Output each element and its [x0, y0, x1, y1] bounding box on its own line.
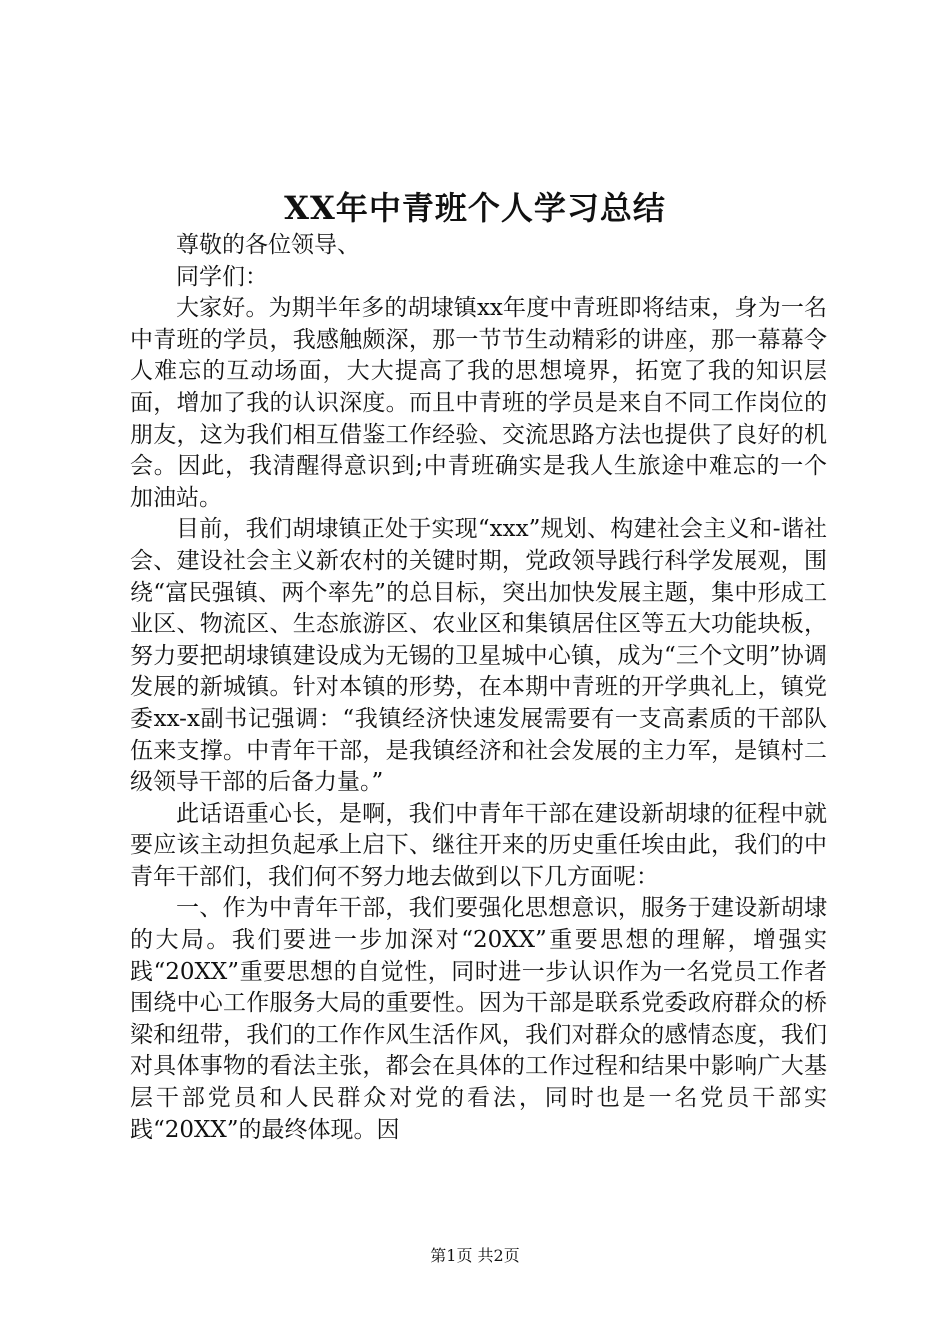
document-title: XX年中青班个人学习总结	[284, 189, 666, 227]
paragraph-greeting: 大家好。为期半年多的胡埭镇xx年度中青班即将结束，身为一名中青班的学员，我感触颇深，那一节节生动精彩的讲座，那一幕幕令人难忘的互动场面，大大提高了我的思想境界，拓宽了我的知识层面，增加了我的认识深度。而且中青班的学员是来自不同工作岗位的朋友，这为我们相互借鉴工作经验、交流思路方法也提供了良好的机会。因此，我清醒得意识到;中青班确实是我人生旅途中难忘的一个加油站。	[130, 295, 827, 511]
paragraph-salutation-2: 同学们：	[176, 263, 268, 290]
document-body	[130, 230, 827, 1146]
paragraph-point-one: 一、作为中青年干部，我们要强化思想意识，服务于建设新胡埭的大局。我们要进一步加深对“20XX”重要思想的理解，增强实践“20XX”重要思想的自觉性，同时进一步认识作为一名党员工作者围绕中心工作服务大局的重要性。因为干部是联系党委政府群众的桥梁和纽带，我们的工作作风生活作风，我们对群众的感情态度，我们对具体事物的看法主张，都会在具体的工作过程和结果中影响广大基层干部党员和人民群众对党的看法，同时也是一名党员干部实践“20XX”的最终体现。因	[130, 895, 827, 1143]
paragraph-context: 目前，我们胡埭镇正处于实现“xxx”规划、构建社会主义和-谐社会、建设社会主义新农村的关键时期，党政领导践行科学发展观，围绕“富民强镇、两个率先”的总目标，突出加快发展主题，集中形成工业区、物流区、生态旅游区、农业区和集镇居住区等五大功能块板，努力要把胡埭镇建设成为无锡的卫星城中心镇，成为“三个文明”协调发展的新城镇。针对本镇的形势，在本期中青班的开学典礼上，镇党委xx-x副书记强调：“我镇经济快速发展需要有一支高素质的干部队伍来支撑。中青年干部，是我镇经济和社会发展的主力军，是镇村二级领导干部的后备力量。”	[130, 516, 827, 796]
page-footer: 第1页 共2页	[430, 1246, 520, 1265]
paragraph-salutation-1: 尊敬的各位领导、	[176, 232, 360, 258]
paragraph-reflection: 此话语重心长，是啊，我们中青年干部在建设新胡埭的征程中就要应该主动担负起承上启下、继往开来的历史重任埃由此，我们的中青年干部们，我们何不努力地去做到以下几方面呢：	[130, 800, 827, 890]
